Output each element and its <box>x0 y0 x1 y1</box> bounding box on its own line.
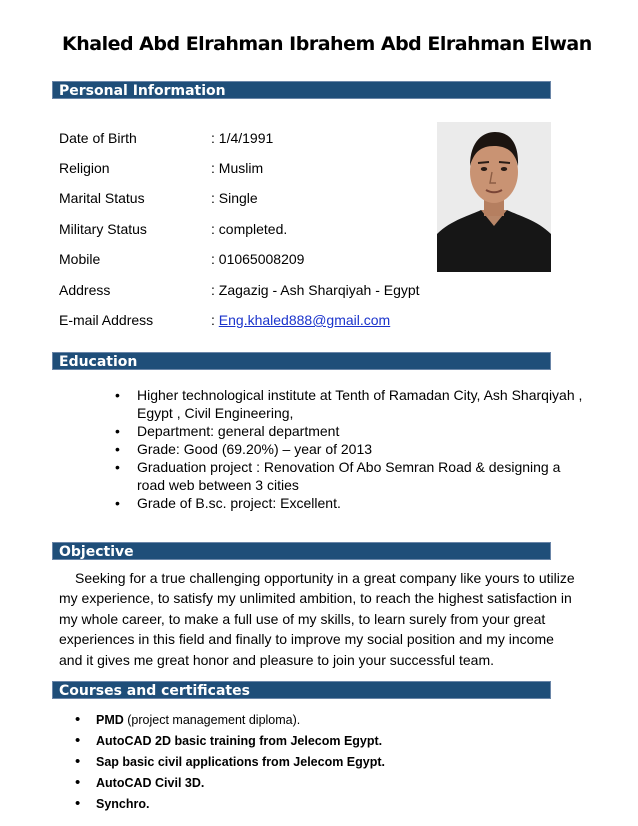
info-label: Address <box>59 282 111 298</box>
candidate-name: Khaled Abd Elrahman Ibrahem Abd Elrahman Elwan <box>62 33 592 55</box>
list-item <box>72 731 532 752</box>
portrait-photo <box>437 122 551 272</box>
list-item: • Higher technological institute at Tenth of Ramadan City, Ash Sharqiyah , Egypt , Civil Engineering, <box>108 386 592 422</box>
info-label: Religion <box>59 160 110 176</box>
list-item <box>72 794 532 815</box>
list-item <box>72 710 532 731</box>
info-label: E-mail Address <box>59 312 154 328</box>
info-value-email <box>211 312 390 328</box>
section-header-objective: Objective <box>52 542 551 560</box>
list-item: • Grade: Good (69.20%) – year of 2013 <box>108 440 592 458</box>
info-label: Mobile <box>59 251 101 267</box>
info-value: : 01065008209 <box>211 251 305 267</box>
list-item: • Department: general department <box>108 422 592 440</box>
info-value: : Single <box>211 190 258 206</box>
email-prefix: : <box>211 312 219 328</box>
section-header-education: Education <box>52 352 551 370</box>
objective-paragraph: Seeking for a true challenging opportunity in a great company like yours to utilize my experience, to satisfy my unlimited ambition, to reach the highest satisfaction in my whole career, to make a full use of my skills, to learn surely from your great experiences in this field and finally to improve my social position and my income and it gives me great honor and pleasure to join your successful team. <box>59 570 575 668</box>
info-label: Marital Status <box>59 190 145 206</box>
courses-list <box>72 710 532 815</box>
info-value: : Muslim <box>211 160 264 176</box>
list-item: • Graduation project : Renovation Of Abo Semran Road & designing a road web between 3 cities <box>108 458 592 494</box>
list-item <box>72 752 532 773</box>
course-name: AutoCAD 2D basic training from Jelecom Egypt. <box>96 734 383 748</box>
info-value: : completed. <box>211 221 288 237</box>
course-name: Synchro. <box>96 797 150 811</box>
education-list <box>108 386 592 512</box>
list-item: • Grade of B.sc. project: Excellent. <box>108 494 592 512</box>
section-header-courses: Courses and certificates <box>52 681 551 699</box>
info-label: Date of Birth <box>59 130 137 146</box>
course-name: Sap basic civil applications from Jelecom Egypt. <box>96 755 385 769</box>
info-value: : Zagazig - Ash Sharqiyah - Egypt <box>211 282 420 298</box>
list-item <box>72 773 532 794</box>
info-value: : 1/4/1991 <box>211 130 274 146</box>
portrait-image <box>437 122 551 272</box>
course-detail: (project management diploma). <box>123 713 301 727</box>
info-label: Military Status <box>59 221 147 237</box>
course-name: PMD <box>96 713 124 727</box>
email-link[interactable]: Eng.khaled888@gmail.com <box>218 312 391 328</box>
section-header-personal-information: Personal Information <box>52 81 551 99</box>
course-name: AutoCAD Civil 3D. <box>96 776 205 790</box>
